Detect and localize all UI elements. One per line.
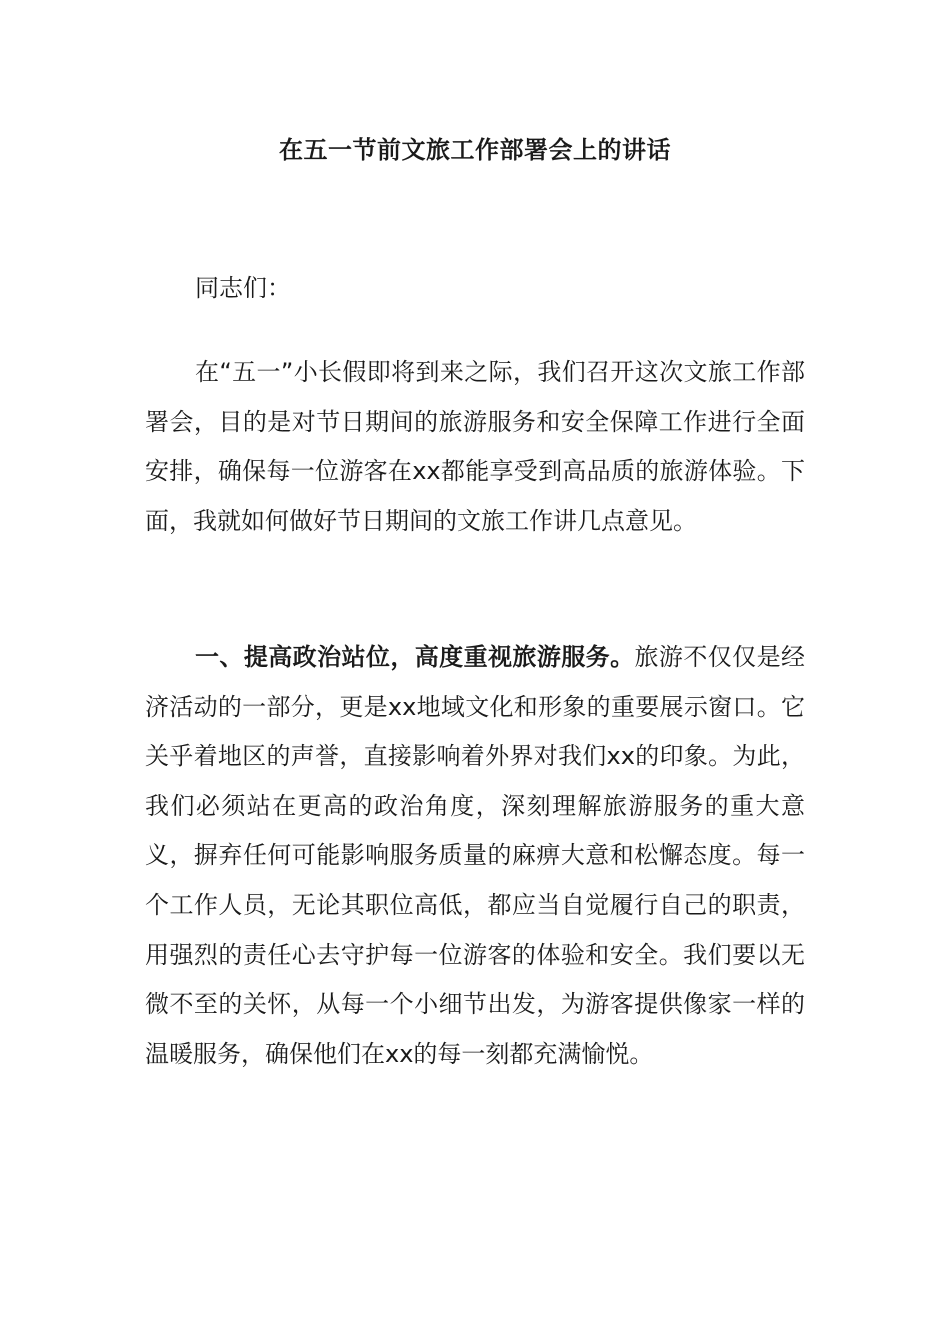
paragraph-intro: 在“五一”小长假即将到来之际，我们召开这次文旅工作部署会，目的是对节日期间的旅游服务和安全保障工作进行全面安排，确保每一位游客在xx都能享受到高品质的旅游体验。下面，我就如何做好节日期间的文旅工作讲几点意见。 <box>145 358 805 535</box>
paragraph-section-1 <box>145 633 805 1079</box>
salutation: 同志们： <box>195 274 291 302</box>
document-title: 在五一节前文旅工作部署会上的讲话 <box>279 136 671 164</box>
section-1-text: 旅游不仅仅是经济活动的一部分，更是xx地域文化和形象的重要展示窗口。它关乎着地区的声誉，直接影响着外界对我们xx的印象。为此，我们必须站在更高的政治角度，深刻理解旅游服务的重大意义，摒弃任何可能影响服务质量的麻痹大意和松懈态度。每一个工作人员，无论其职位高低，都应当自觉履行自己的职责，用强烈的责任心去守护每一位游客的体验和安全。我们要以无微不至的关怀，从每一个小细节出发，为游客提供像家一样的温暖服务，确保他们在xx的每一刻都充满愉悦。 <box>145 643 805 1068</box>
section-1-heading: 一、提高政治站位，高度重视旅游服务。 <box>195 643 635 671</box>
